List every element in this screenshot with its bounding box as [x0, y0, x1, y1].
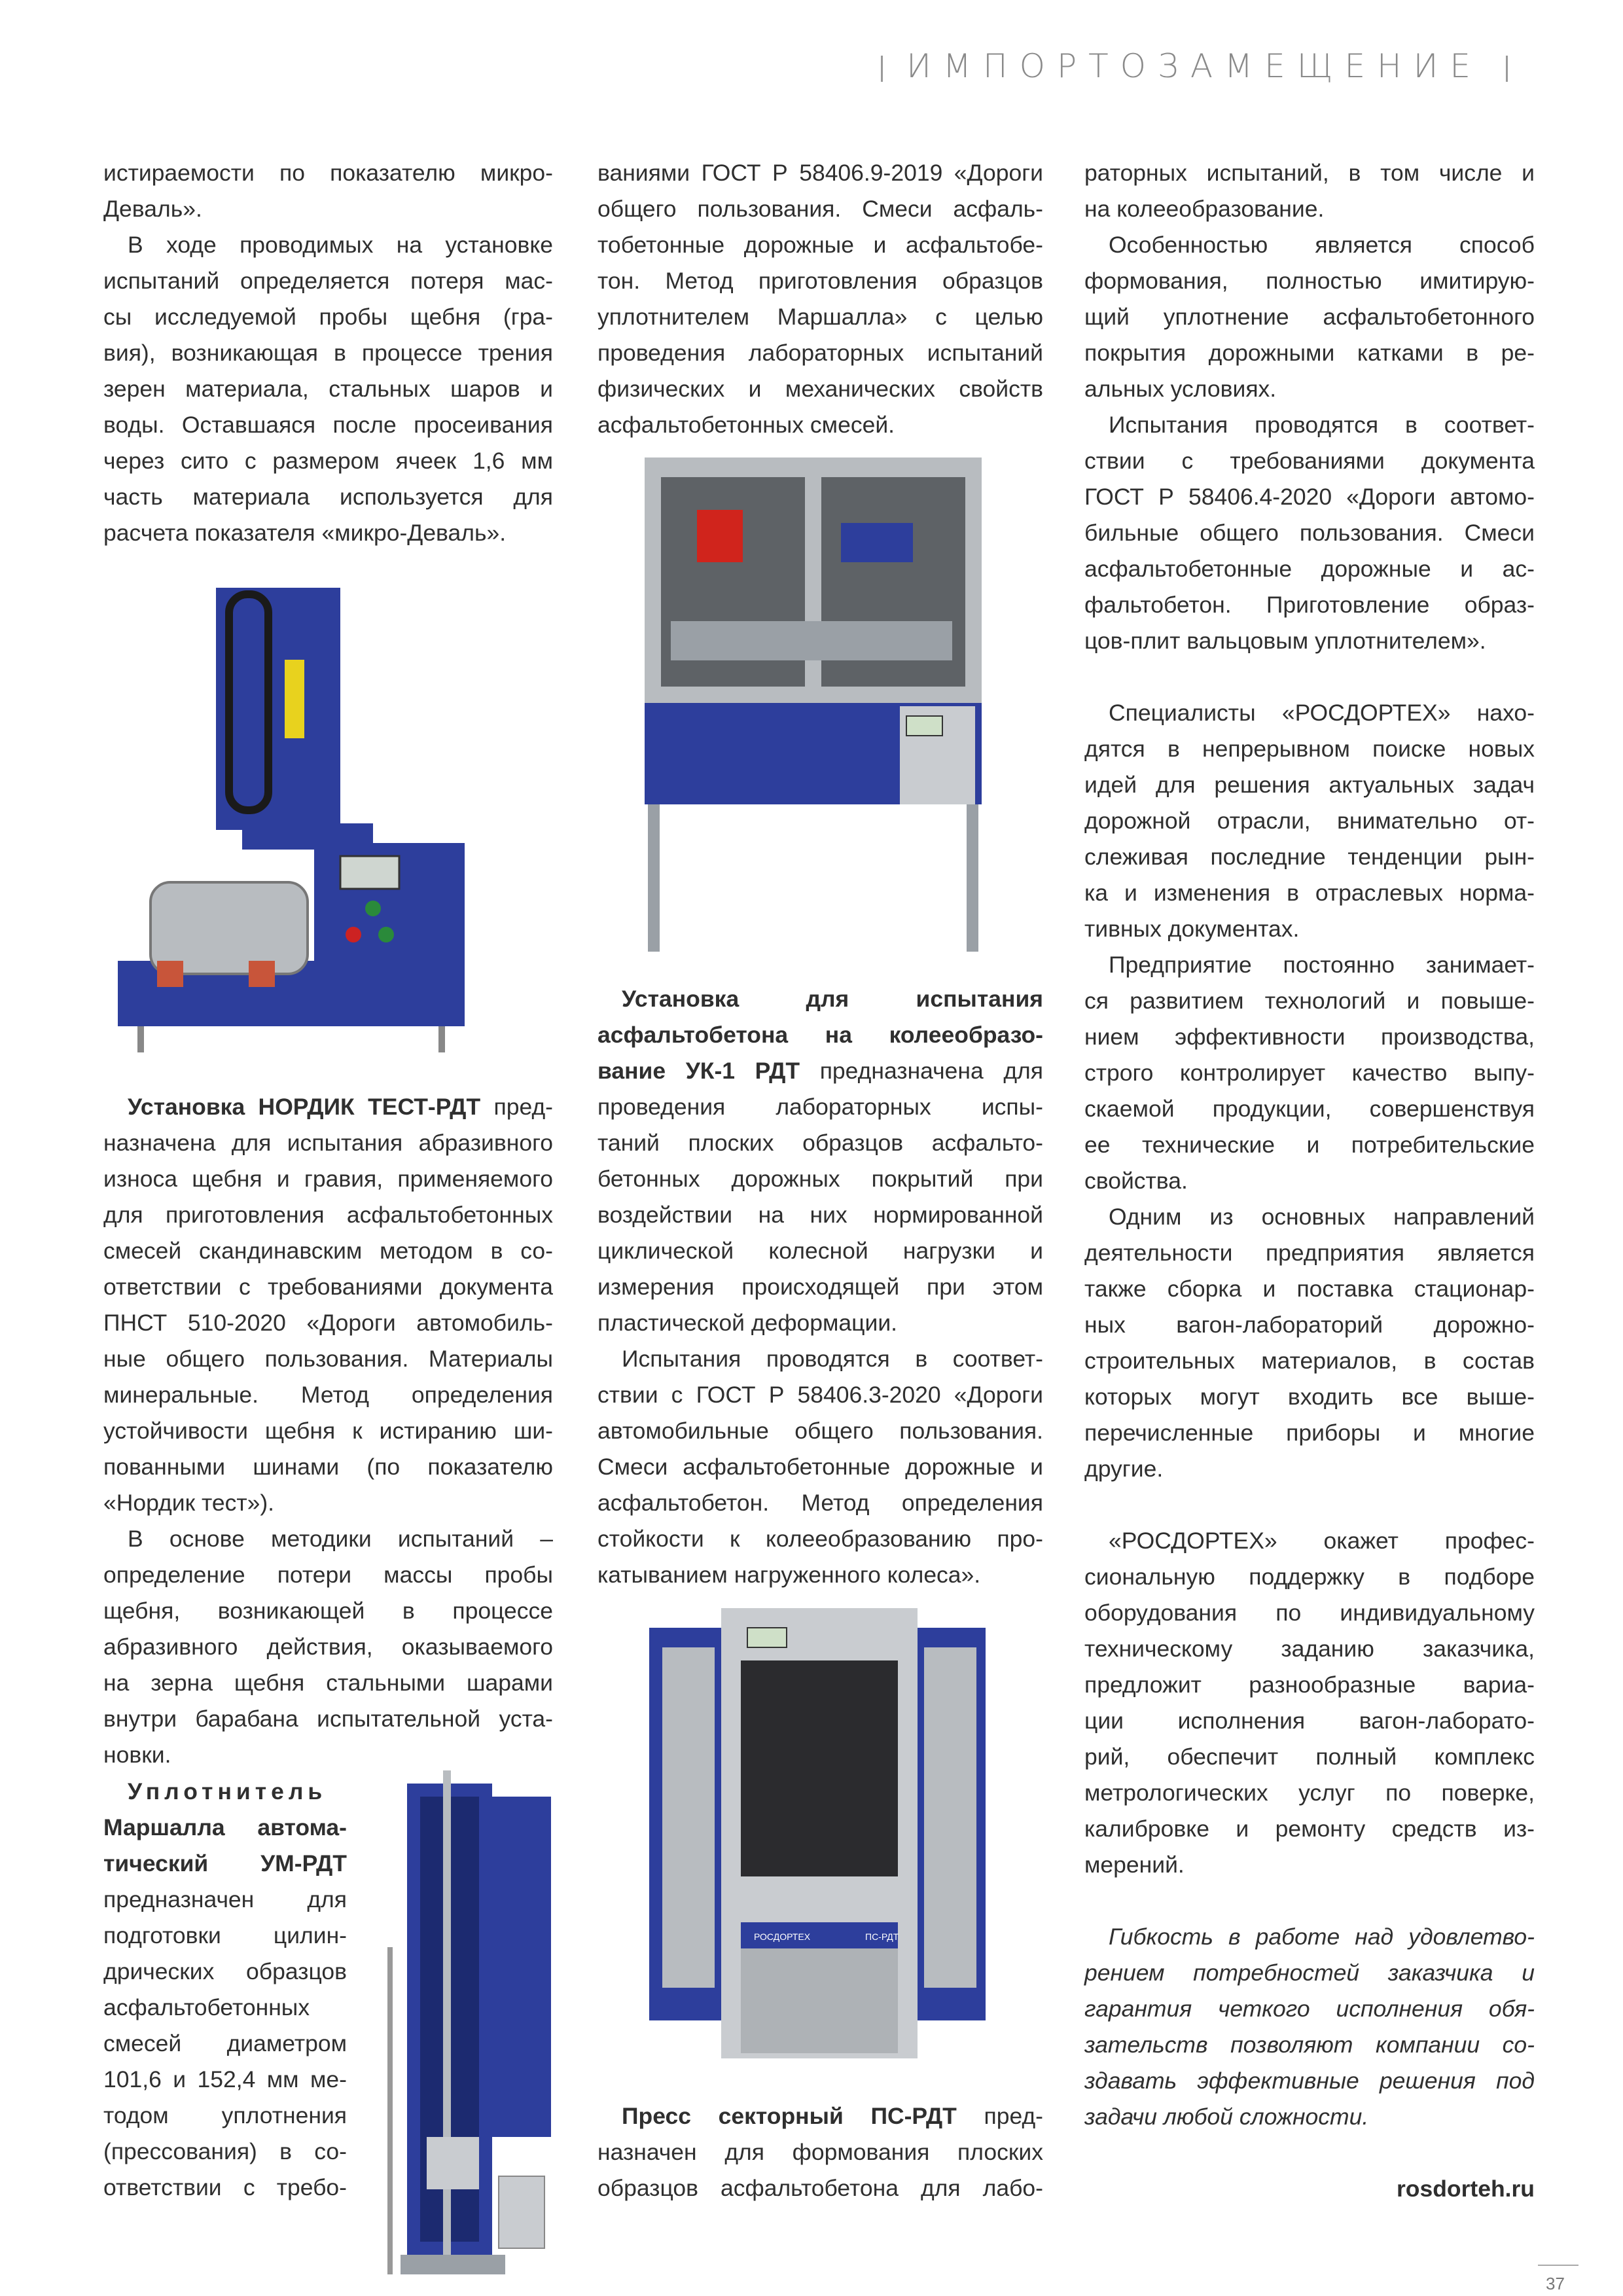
- text-line: бетонных дорожных покрытий при: [597, 1166, 1043, 1192]
- text-line: предназначен для: [103, 1886, 347, 1912]
- text-line: [1084, 659, 1535, 695]
- text-line: В основе методики испытаний –: [128, 1526, 553, 1552]
- bold-title: тический УМ-РДТ: [103, 1850, 347, 1876]
- text-block-right: [1084, 155, 1535, 2207]
- text-line: скаемой продукции, совершенствуя: [1084, 1096, 1535, 1122]
- text-line: зерен материала, стальных шаров и: [103, 376, 553, 402]
- text-line: рением потребностей заказчика и: [1084, 1960, 1535, 1986]
- text-line: ных вагон-лабораторий дорожно-: [1084, 1312, 1535, 1338]
- text-line: Пресс секторный ПС-РДТ пред-: [622, 2103, 1043, 2129]
- text-line: пованными шинами (по показателю: [103, 1454, 553, 1480]
- text-line: ся развитием технологий и повыше-: [1084, 988, 1535, 1014]
- text-line: таний плоских образцов асфальто-: [597, 1130, 1043, 1156]
- divider: [1506, 56, 1508, 82]
- text-block-mid-bottom: [597, 2098, 1043, 2206]
- text-line: ствии с требованиями документа: [1084, 448, 1535, 474]
- text-line: Испытания проводятся в соответ-: [1109, 412, 1535, 438]
- page-number: 37: [1546, 2274, 1565, 2293]
- text-line: слеживая последние тенденции рын-: [1084, 844, 1535, 870]
- text-line: дорожной отрасли, внимательно от-: [1084, 808, 1535, 834]
- text-line: асфальтобетонные дорожные и ас-: [1084, 556, 1535, 582]
- text-line: проведения лабораторных испы-: [597, 1094, 1043, 1120]
- text-line: метрологических услуг по поверке,: [1084, 1780, 1535, 1806]
- text-line: фальтобетон. Приготовление образ-: [1084, 592, 1535, 618]
- bold-title: Маршалла автома-: [103, 1814, 347, 1840]
- text-line: часть материала используется для: [103, 484, 553, 510]
- footer-rule: [1538, 2265, 1578, 2266]
- text-line: назначен для формования плоских: [597, 2139, 1043, 2165]
- text-line: асфальтобетон. Метод определения: [597, 1490, 1043, 1516]
- text-line: ные общего пользования. Материалы: [103, 1346, 553, 1372]
- text-line: на колееобразование.: [1084, 196, 1325, 222]
- text-line: через сито с размером ячеек 1,6 мм: [103, 448, 553, 474]
- text-line: строительных материалов, в состав: [1084, 1348, 1535, 1374]
- text-line: испытаний определяется потеря мас-: [103, 268, 553, 294]
- bold-title: Установка НОРДИК ТЕСТ-РДТ: [128, 1094, 481, 1120]
- um-rdt-compactor-image: [381, 1770, 553, 2280]
- text-line: зательств позволяют компании со-: [1084, 2032, 1535, 2058]
- text-line: Смеси асфальтобетонные дорожные и: [597, 1454, 1043, 1480]
- text-line: дрических образцов: [103, 1958, 347, 1984]
- text-line: раторных испытаний, в том числе и: [1084, 160, 1535, 186]
- text-line: [597, 981, 1043, 1017]
- text-line: тобетонные дорожные и асфальтобе-: [597, 232, 1043, 258]
- text-line: ГОСТ Р 58406.4-2020 «Дороги автомо-: [1084, 484, 1535, 510]
- text-line: уплотнителем Маршалла» с целью: [597, 304, 1043, 330]
- text-line: рий, обеспечит полный комплекс: [1084, 1744, 1535, 1770]
- bold-title: Уплотнитель: [128, 1778, 327, 1804]
- text-line: [1084, 1487, 1535, 1523]
- text-line: общего пользования. Смеси асфаль-: [597, 196, 1043, 222]
- text-line: ваниями ГОСТ Р 58406.9-2019 «Дороги: [597, 160, 1043, 186]
- text-line: «Нордик тест»).: [103, 1490, 275, 1516]
- text-line: предложит разнообразные вариа-: [1084, 1672, 1535, 1698]
- text-line: определение потери массы пробы: [103, 1562, 553, 1588]
- press-brand-label: РОСДОРТЕХ: [754, 1931, 811, 1942]
- text-line: оборудования по индивидуальному: [1084, 1600, 1535, 1626]
- text-line: бильные общего пользования. Смеси: [1084, 520, 1535, 546]
- text-line: идей для решения актуальных задач: [1084, 772, 1535, 798]
- text-line: также сборка и поставка стационар-: [1084, 1276, 1535, 1302]
- text-line: ствии с ГОСТ Р 58406.3-2020 «Дороги: [597, 1382, 1043, 1408]
- text-line: проведения лабораторных испытаний: [597, 340, 1043, 366]
- text-line: [103, 1846, 347, 1882]
- text-line: перечисленные приборы и многие: [1084, 1420, 1535, 1446]
- text-line: 101,6 и 152,4 мм ме-: [103, 2066, 347, 2092]
- text-line: Особенностью является способ: [1109, 232, 1535, 258]
- text-line: техническому заданию заказчика,: [1084, 1636, 1535, 1662]
- text-line: воды. Оставшаяся после просеивания: [103, 412, 553, 438]
- text-line: калибровке и ремонту средств из-: [1084, 1816, 1535, 1842]
- text-line: гарантия четкого исполнения обя-: [1084, 1996, 1535, 2022]
- text-line: цов-плит вальцовым уплотнителем».: [1084, 628, 1486, 654]
- press-model-label: ПС-РДТ: [865, 1931, 899, 1942]
- text-line: новки.: [103, 1742, 171, 1768]
- text-line: ответствии с требованиями документа: [103, 1274, 553, 1300]
- text-line: Предприятие постоянно занимает-: [1109, 952, 1535, 978]
- text-line: сиональную поддержку в подборе: [1084, 1564, 1535, 1590]
- text-line: тон. Метод приготовления образцов: [597, 268, 1043, 294]
- text-line: вия), возникающая в процессе трения: [103, 340, 553, 366]
- bold-title: Пресс секторный ПС-РДТ: [622, 2103, 957, 2129]
- website-link[interactable]: rosdorteh.ru: [1396, 2176, 1535, 2202]
- text-line: деятельности предприятия является: [1084, 1240, 1535, 1266]
- text-line: расчета показателя «микро-Деваль».: [103, 520, 507, 546]
- text-line: щебня, возникающей в процессе: [103, 1598, 553, 1624]
- text-block-left-top: [103, 155, 553, 551]
- text-line: другие.: [1084, 1456, 1164, 1482]
- text-line: дятся в непрерывном поиске новых: [1084, 736, 1535, 762]
- text-line: ответствии с требо-: [103, 2174, 347, 2200]
- text-line: щий уплотнение асфальтобетонного: [1084, 304, 1535, 330]
- text-line: подготовки цилин-: [103, 1922, 347, 1948]
- text-line: назначена для испытания абразивного: [103, 1130, 553, 1156]
- text-line: которых могут входить все выше-: [1084, 1384, 1535, 1410]
- text-line: мерений.: [1084, 1852, 1185, 1878]
- text-line: устойчивости щебня к истиранию ши-: [103, 1418, 553, 1444]
- text-line: ции исполнения вагон-лаборато-: [1084, 1708, 1535, 1734]
- text-line: покрытия дорожными катками в ре-: [1084, 340, 1535, 366]
- text-line: для приготовления асфальтобетонных: [103, 1202, 553, 1228]
- text-line: автомобильные общего пользования.: [597, 1418, 1043, 1444]
- text-line: воздействии на них нормированной: [597, 1202, 1043, 1228]
- text-line: (прессования) в со-: [103, 2138, 347, 2164]
- ps-rdt-press-image: [649, 1608, 986, 2058]
- text-line: циклической колесной нагрузки и: [597, 1238, 1043, 1264]
- text-line: асфальтобетонных смесей.: [597, 412, 895, 438]
- text-block-compactor: [103, 1774, 347, 2206]
- section-header: [857, 47, 1531, 85]
- text-line: тивных документах.: [1084, 916, 1300, 942]
- text-line: на зерна щебня стальными шарами: [103, 1670, 553, 1696]
- text-line: пластической деформации.: [597, 1310, 898, 1336]
- text-block-mid-top: [597, 155, 1043, 443]
- text-line: асфальтобетонных: [103, 1994, 310, 2020]
- text-line: истираемости по показателю микро-: [103, 160, 553, 186]
- text-line: образцов асфальтобетона для лабо-: [597, 2175, 1043, 2201]
- text-line: сы исследуемой пробы щебня (гра-: [103, 304, 553, 330]
- text-line: [103, 1774, 347, 1810]
- text-line: формования, полностью имитирую-: [1084, 268, 1535, 294]
- text-line: строго контролирует качество выпу-: [1084, 1060, 1535, 1086]
- text-line: стойкости к колееобразованию про-: [597, 1526, 1043, 1552]
- text-line: износа щебня и гравия, применяемого: [103, 1166, 553, 1192]
- text-line: [597, 1017, 1043, 1053]
- text-line: альных условиях.: [1084, 376, 1277, 402]
- text-line: ПНСТ 510-2020 «Дороги автомобиль-: [103, 1310, 553, 1336]
- text-line: ка и изменения в отраслевых норма-: [1084, 880, 1535, 906]
- nordik-test-machine-image: [118, 568, 465, 1062]
- text-line: нием эффективности производства,: [1084, 1024, 1535, 1050]
- text-line: Специалисты «РОСДОРТЕХ» нахо-: [1109, 700, 1535, 726]
- text-line: тодом уплотнения: [103, 2102, 347, 2128]
- bold-title: вание УК-1 РДТ: [597, 1058, 800, 1084]
- bold-title: Установка для испытания: [622, 986, 1043, 1012]
- text-line: абразивного действия, оказываемого: [103, 1634, 553, 1660]
- text-line: катыванием нагруженного колеса».: [597, 1562, 981, 1588]
- text-line: смесей скандинавским методом в со-: [103, 1238, 553, 1264]
- text-line: Установка НОРДИК ТЕСТ-РДТ пред-: [128, 1094, 553, 1120]
- text-line: «РОСДОРТЕХ» окажет профес-: [1109, 1528, 1535, 1554]
- text-line: [1084, 2135, 1535, 2171]
- text-line: физических и механических свойств: [597, 376, 1043, 402]
- text-line: В ходе проводимых на установке: [128, 232, 553, 258]
- text-line: здавать эффективные решения под: [1084, 2068, 1535, 2094]
- text-line: Одним из основных направлений: [1109, 1204, 1535, 1230]
- uk1-rdt-machine-image: [645, 457, 982, 952]
- text-line: [1084, 1883, 1535, 1919]
- section-title: ИМПОРТОЗАМЕЩЕНИЕ: [906, 47, 1482, 85]
- text-block-left-bottom: [103, 1089, 553, 1773]
- text-line: Испытания проводятся в соответ-: [622, 1346, 1043, 1372]
- text-line: задачи любой сложности.: [1084, 2104, 1369, 2130]
- text-line: [103, 1810, 347, 1846]
- text-line: смесей диаметром: [103, 2030, 347, 2056]
- text-block-mid-middle: [597, 981, 1043, 1593]
- text-line: Гибкость в работе над удовлетво-: [1109, 1924, 1535, 1950]
- bold-title: асфальтобетона на колееобразо-: [597, 1022, 1043, 1048]
- divider: [881, 56, 883, 82]
- text-line: ее технические и потребительские: [1084, 1132, 1535, 1158]
- text-line: внутри барабана испытательной уста-: [103, 1706, 553, 1732]
- text-line: вание УК-1 РДТ предназначена для: [597, 1058, 1043, 1084]
- text-line: Деваль».: [103, 196, 202, 222]
- text-line: свойства.: [1084, 1168, 1188, 1194]
- text-line: измерения происходящей при этом: [597, 1274, 1043, 1300]
- text-line: минеральные. Метод определения: [103, 1382, 553, 1408]
